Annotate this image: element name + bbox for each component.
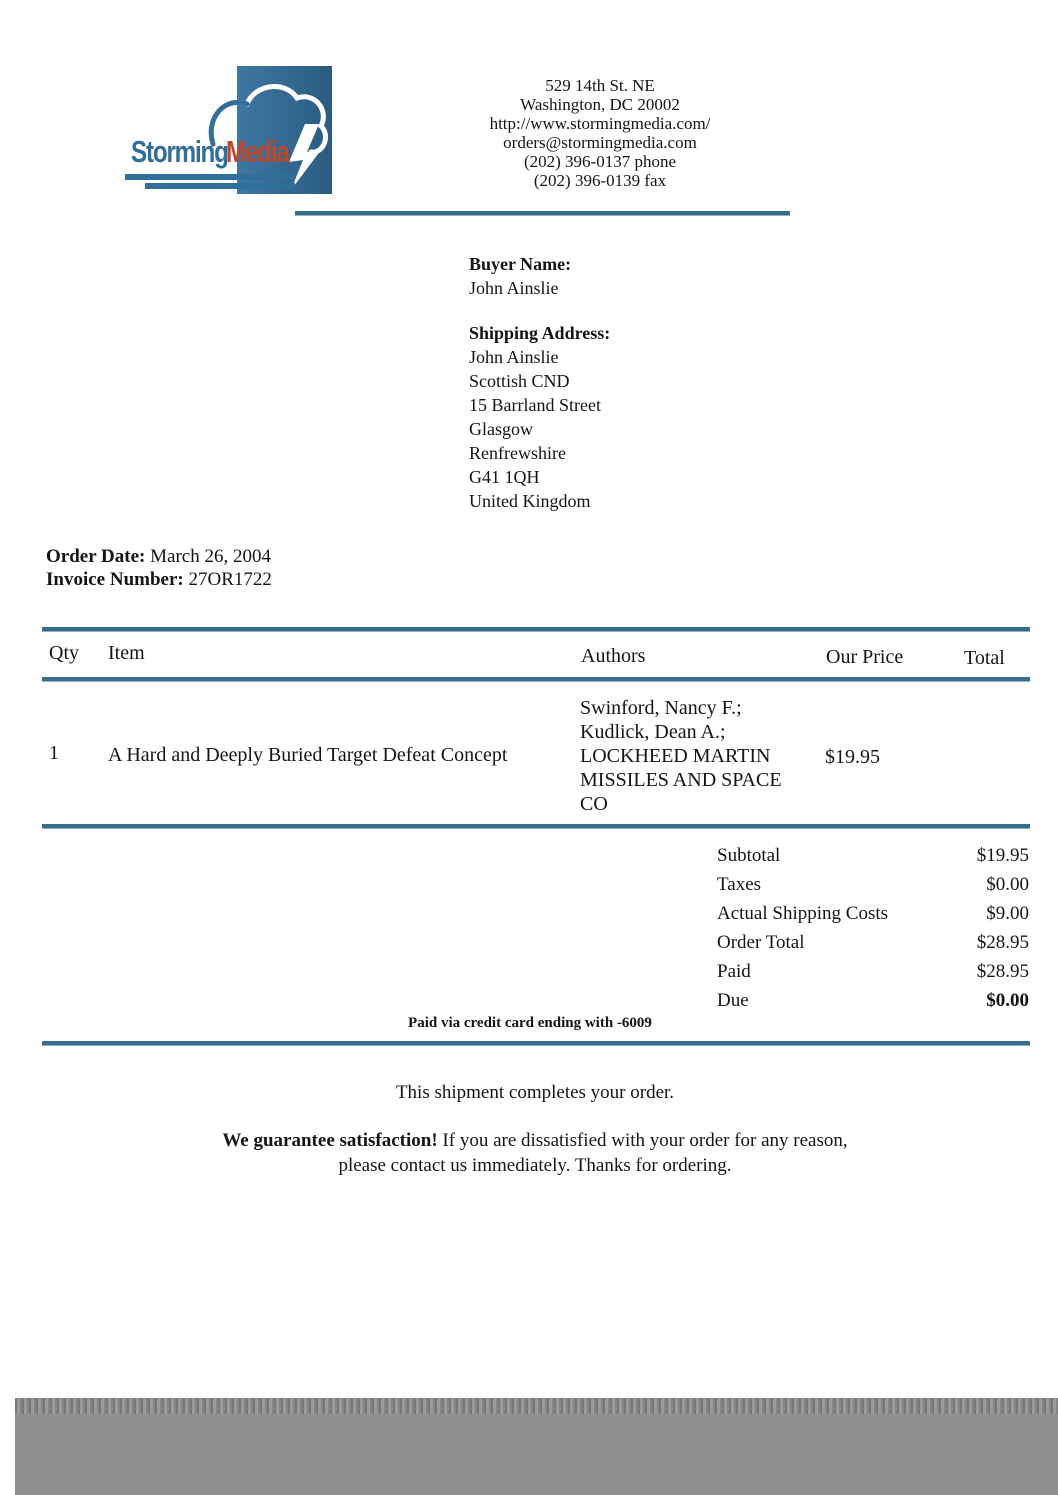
totals-row-shipping [717,901,1029,930]
author-line: LOCKHEED MARTIN [580,745,771,767]
author-line: Swinford, Nancy F.; [580,697,742,719]
table-bottom-divider [42,824,1030,829]
guarantee-heading: We guarantee satisfaction! [222,1130,438,1151]
order-date [46,545,272,568]
invoice-number [46,568,272,591]
totals-label: Order Total [717,932,805,953]
guarantee-message [200,1128,870,1178]
totals-value: $0.00 [986,874,1029,895]
payment-note: Paid via credit card ending with -6009 [408,1015,652,1031]
totals-label: Due [717,990,749,1011]
totals-summary [717,843,1029,1017]
logo-text-storming: Storming [131,134,228,169]
shipping-address-label: Shipping Address: [469,323,611,343]
guarantee-text: If you are dissatisfied with your order for any reason, please contact us immediately. Thanks for ordering. [338,1130,848,1176]
order-info [46,545,272,591]
totals-value: $0.00 [986,990,1029,1011]
invoice-number-label: Invoice Number: [46,569,184,590]
totals-label: Actual Shipping Costs [717,903,889,924]
row-authors [580,696,782,816]
author-line: Kudlick, Dean A.; [580,721,726,743]
totals-value: $19.95 [976,845,1029,866]
author-line: MISSILES AND SPACE [580,769,782,791]
completion-message: This shipment completes your order. [395,1082,675,1103]
shipping-line: Glasgow [469,419,533,439]
totals-row-subtotal [717,843,1029,872]
row-qty: 1 [49,742,59,764]
storming-media-logo [125,66,332,194]
table-top-divider [42,627,1030,632]
header-total: Total [964,647,1005,669]
buyer-name-label: Buyer Name: [469,254,572,274]
shipping-line: Renfrewshire [469,443,566,463]
order-date-value: March 26, 2004 [150,546,271,567]
company-phone: (202) 396-0137 phone [523,152,677,171]
shipping-line: John Ainslie [469,347,559,367]
totals-row-order-total [717,930,1029,959]
totals-bottom-divider [42,1041,1030,1046]
totals-label: Paid [717,961,751,982]
shipping-line: Scottish CND [469,371,570,391]
totals-value: $28.95 [976,932,1029,953]
shipping-line: United Kingdom [469,491,591,511]
totals-label: Taxes [717,874,762,895]
header-divider [295,211,790,216]
order-date-label: Order Date: [46,546,146,567]
buyer-name: John Ainslie [469,278,559,298]
company-street: 529 14th St. NE [545,76,655,95]
totals-value: $28.95 [976,961,1029,982]
shipping-line: 15 Barrland Street [469,395,601,415]
scan-border-edge [15,1398,1058,1414]
row-item: A Hard and Deeply Buried Target Defeat Concept [108,744,508,766]
header-qty: Qty [49,642,79,664]
company-fax: (202) 396-0139 fax [533,171,667,190]
totals-row-paid [717,959,1029,988]
shipping-line: G41 1QH [469,467,540,487]
company-website[interactable]: http://www.stormingmedia.com/ [489,114,711,133]
row-price: $19.95 [825,746,880,768]
totals-label: Subtotal [717,845,781,866]
table-header-divider [42,677,1030,682]
company-email[interactable]: orders@stormingmedia.com [503,133,697,152]
header-item: Item [108,642,145,664]
header-authors: Authors [581,645,646,667]
company-contact [420,76,780,190]
company-city: Washington, DC 20002 [520,95,680,114]
totals-row-due [717,988,1029,1017]
buyer-section [469,252,610,513]
totals-row-taxes [717,872,1029,901]
header-our-price: Our Price [826,646,904,668]
invoice-number-value: 27OR1722 [188,569,272,590]
shipping-address [469,321,610,513]
cloud-lightning-icon [125,66,332,194]
logo-text-media: Media [226,134,289,169]
totals-value: $9.00 [986,903,1029,924]
author-line: CO [580,793,608,815]
